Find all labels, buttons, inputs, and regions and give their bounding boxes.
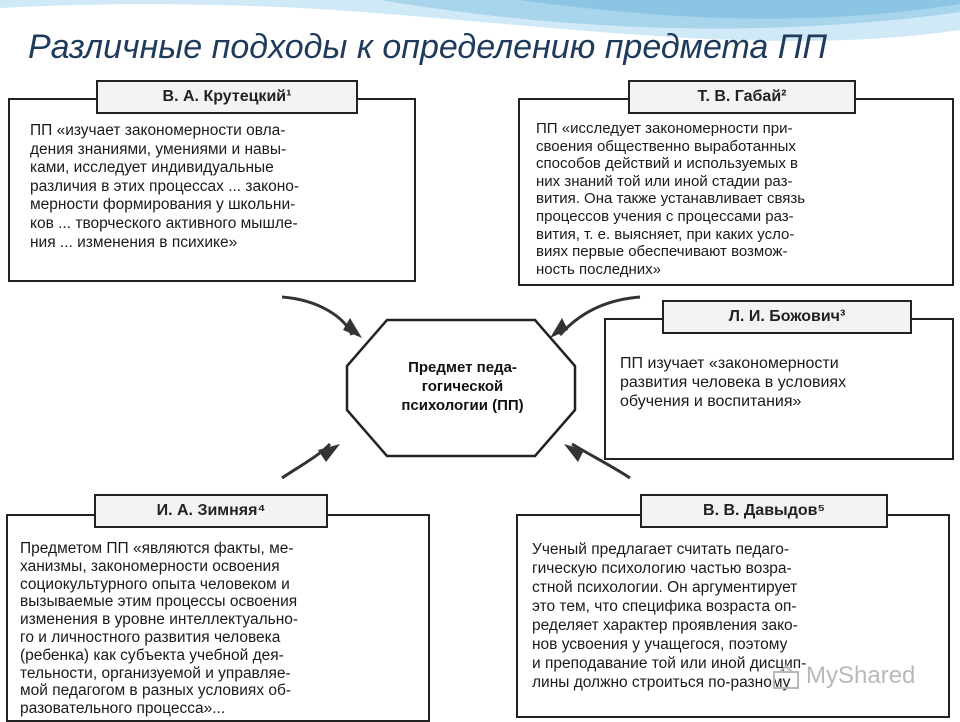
text-line: ками, исследует индивидуальные xyxy=(30,159,274,177)
text-line: виях первые обеспечивают возмож- xyxy=(536,243,788,261)
text-line: ков ... творческого активного мышле- xyxy=(30,214,298,232)
text-line: го и личностного развития человека xyxy=(20,628,281,646)
text-line: ределяет характер проявления зако- xyxy=(532,617,798,634)
text-line: изменения в уровне интеллектуально- xyxy=(20,611,299,629)
text-line: мой педагогом в разных условиях об- xyxy=(20,682,292,700)
text-line: лины должно строиться по-разному xyxy=(532,674,791,691)
gabay-author-tag: Т. В. Габай² xyxy=(628,80,856,114)
text-line: вызываемые этим процессы освоения xyxy=(20,593,298,611)
text-line: нов усвоения у учащегося, поэтому xyxy=(532,636,788,653)
zimnyaya-text xyxy=(20,540,298,718)
text-line: вития, т. е. выясняет, при каких усло- xyxy=(536,225,795,243)
text-line: Ученый предлагает считать педаго- xyxy=(532,541,790,558)
text-line: тельности, организуемой и управляе- xyxy=(20,664,291,682)
bozhovich-author-tag: Л. И. Божович³ xyxy=(662,300,912,334)
text-line: мерности формирования у школьни- xyxy=(30,196,296,214)
text-line: гическую психологию частью возра- xyxy=(532,560,792,577)
davydov-author-tag: В. В. Давыдов⁵ xyxy=(640,494,888,528)
text-line: разовательного процесса»... xyxy=(20,700,226,718)
slide-title: Различные подходы к определению предмета ПП xyxy=(28,28,828,66)
krutetsky-text xyxy=(30,122,299,252)
text-line: обучения и воспитания» xyxy=(620,393,802,410)
text-line: дения знаниями, умениями и навы- xyxy=(30,140,287,158)
text-line: это тем, что специфика возраста оп- xyxy=(532,598,797,615)
text-line: ПП изучает «закономерности xyxy=(620,355,839,372)
text-line: ность последних» xyxy=(536,260,661,278)
text-line: социокультурного опыта человеком и xyxy=(20,575,290,593)
bozhovich-text xyxy=(620,354,846,411)
gabay-text xyxy=(536,120,805,278)
text-line: вития. Она также устанавливает связь xyxy=(536,190,806,208)
krutetsky-author-tag: В. А. Крутецкий¹ xyxy=(96,80,358,114)
text-line: ПП «исследует закономерности при- xyxy=(536,120,793,137)
text-line: них знаний той или иной стадии раз- xyxy=(536,172,793,190)
watermark-logo-icon xyxy=(772,664,800,690)
text-line: Предметом ПП «являются факты, ме- xyxy=(20,540,294,557)
davydov-text xyxy=(532,540,806,692)
text-line: ния ... изменения в психике» xyxy=(30,233,238,251)
watermark-text: MyShared xyxy=(806,662,916,689)
text-line: своения общественно выработанных xyxy=(536,137,796,155)
center-subject-label xyxy=(360,358,565,415)
text-line: различия в этих процессах ... законо- xyxy=(30,177,300,195)
center-line: психологии (ПП) xyxy=(401,397,524,414)
zimnyaya-author-tag: И. А. Зимняя⁴ xyxy=(94,494,328,528)
text-line: (ребенка) как субъекта учебной дея- xyxy=(20,646,284,664)
center-line: Предмет педа- xyxy=(408,359,517,376)
center-line: гогической xyxy=(421,378,504,395)
text-line: стной психологии. Он аргументирует xyxy=(532,579,798,596)
text-line: развития человека в условиях xyxy=(620,374,847,391)
text-line: способов действий и используемых в xyxy=(536,155,799,173)
text-line: ханизмы, закономерности освоения xyxy=(20,557,280,575)
text-line: и преподавание той или иной дисцип- xyxy=(532,655,807,672)
text-line: ПП «изучает закономерности овла- xyxy=(30,122,286,139)
text-line: процессов учения с процессами раз- xyxy=(536,207,794,225)
